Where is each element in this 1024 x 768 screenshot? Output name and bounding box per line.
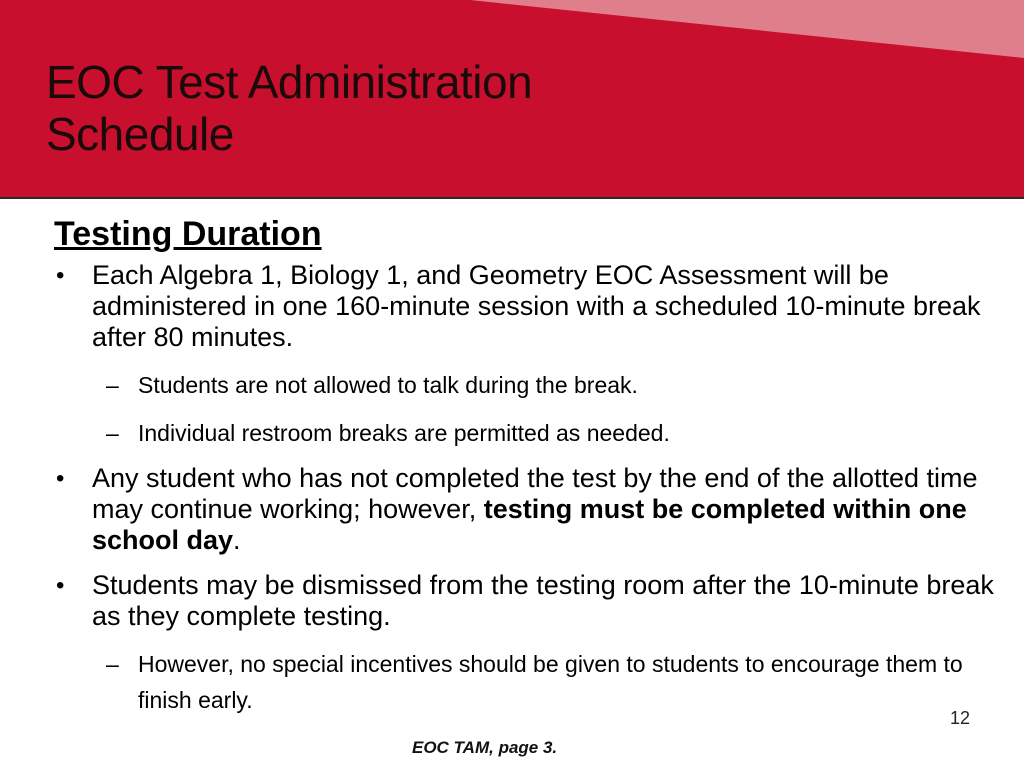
- bullet-marker: •: [56, 465, 65, 492]
- dash-marker: –: [106, 372, 119, 398]
- slide-title-line2: Schedule: [46, 108, 234, 160]
- bullet-text: Students may be dismissed from the testing room after the 10-minute break as they complete testing.: [92, 570, 994, 631]
- bullet-text-emphasis: testing must be completed within one school day: [92, 494, 967, 555]
- slide-header-banner: [0, 0, 1024, 199]
- bullet-text-regular: Any student who has not completed the test by the end of the allotted time may continue working; however,: [92, 463, 978, 524]
- bullet-text: [92, 463, 978, 555]
- bullet-text: Each Algebra 1, Biology 1, and Geometry EOC Assessment will be administered in one 160-minute session with a scheduled 10-minute break after 80 minutes.: [92, 260, 981, 352]
- bullet-marker: •: [56, 262, 65, 289]
- footer-reference: EOC TAM, page 3.: [412, 738, 558, 757]
- sub-bullet-item-3: [54, 646, 994, 718]
- section-heading: Testing Duration: [54, 215, 322, 253]
- sub-bullet-item-1: [54, 367, 994, 403]
- sub-bullet-text: However, no special incentives should be given to students to encourage them to finish early.: [138, 651, 963, 713]
- slide-title: [46, 56, 532, 160]
- sub-bullet-text: Individual restroom breaks are permitted as needed.: [138, 420, 670, 446]
- slide-title-line1: EOC Test Administration: [46, 56, 533, 108]
- bullet-item-1: [54, 260, 994, 353]
- sub-bullet-item-2: [54, 415, 994, 451]
- bullet-item-3: [54, 570, 994, 632]
- dash-marker: –: [106, 420, 119, 446]
- header-accent-stripe: [0, 0, 1024, 60]
- dash-marker: –: [106, 651, 119, 677]
- page-number: 12: [949, 708, 970, 728]
- slide-body: [54, 212, 994, 730]
- bullet-text-end: .: [233, 525, 241, 555]
- bullet-marker: •: [56, 572, 65, 599]
- bullet-item-2: [54, 463, 994, 556]
- sub-bullet-text: Students are not allowed to talk during the break.: [138, 372, 638, 398]
